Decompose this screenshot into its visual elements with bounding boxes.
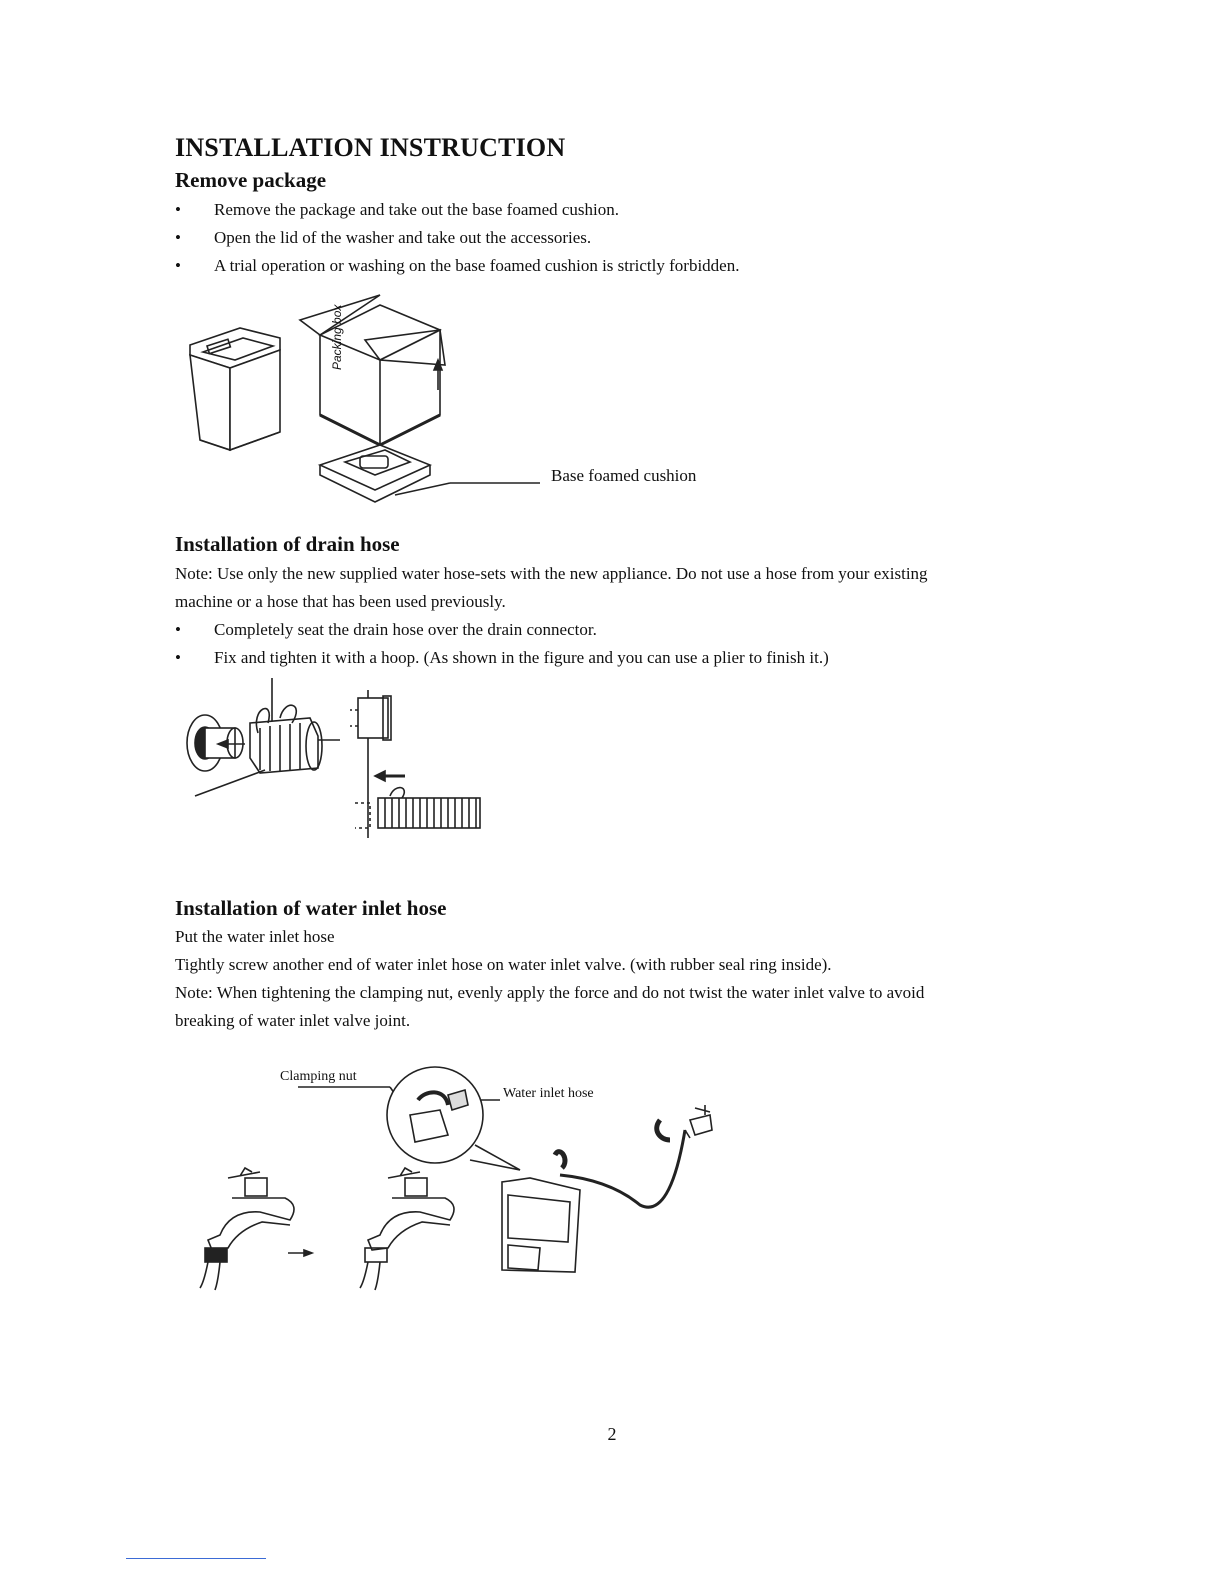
page-number: 2 xyxy=(607,1424,617,1444)
water-inlet-hose-label: Water inlet hose xyxy=(503,1086,594,1101)
inlet-text-line-4: breaking of water inlet valve joint. xyxy=(175,1011,411,1030)
drain-note-line-1: Note: Use only the new supplied water hose-sets with the new appliance. Do not use a hose from your existing xyxy=(175,564,928,583)
packing-box-illustration xyxy=(300,295,445,445)
section-heading-inlet-hose: Installation of water inlet hose xyxy=(175,896,447,920)
cushion-label: Base foamed cushion xyxy=(551,466,697,485)
wall-tap-illustration xyxy=(685,1105,712,1138)
drain-hose-figure xyxy=(180,678,490,843)
packing-box-label: Packing box xyxy=(330,304,344,370)
clamping-nut-label: Clamping nut xyxy=(280,1069,357,1084)
washer-top-illustration xyxy=(502,1178,580,1272)
tap-illustration-after xyxy=(360,1168,454,1290)
hose-clamp-illustration xyxy=(250,705,340,773)
inlet-text-line-1: Put the water inlet hose xyxy=(175,927,335,946)
drain-note-line-2: machine or a hose that has been used previously. xyxy=(175,592,506,611)
section-heading-drain-hose: Installation of drain hose xyxy=(175,532,400,556)
bullet-text: Fix and tighten it with a hoop. (As shown in the figure and you can use a plier to finish it.) xyxy=(214,648,829,667)
footer-rule xyxy=(126,1558,266,1559)
zoom-detail-illustration xyxy=(387,1067,520,1170)
drain-side-view-illustration xyxy=(350,690,480,838)
inlet-text-line-2: Tightly screw another end of water inlet hose on water inlet valve. (with rubber seal ring inside). xyxy=(175,955,832,974)
tap-illustration-before xyxy=(200,1168,294,1290)
bullet-symbol: • xyxy=(175,200,181,219)
remove-package-figure xyxy=(185,290,565,520)
washer-illustration xyxy=(190,328,280,450)
bullet-text: Open the lid of the washer and take out the accessories. xyxy=(214,228,592,247)
page-title: INSTALLATION INSTRUCTION xyxy=(175,133,566,162)
section-heading-remove-package: Remove package xyxy=(175,168,327,192)
bullet-text: Remove the package and take out the base foamed cushion. xyxy=(214,200,620,219)
bullet-text: Completely seat the drain hose over the drain connector. xyxy=(214,620,597,639)
bullet-symbol: • xyxy=(175,228,181,247)
bullet-symbol: • xyxy=(175,620,181,639)
bullet-symbol: • xyxy=(175,648,181,667)
bullet-text: A trial operation or washing on the base foamed cushion is strictly forbidden. xyxy=(214,256,740,275)
inlet-text-line-3: Note: When tightening the clamping nut, evenly apply the force and do not twist the water inlet valve to avoid xyxy=(175,983,925,1002)
base-cushion-illustration xyxy=(320,445,430,502)
bullet-symbol: • xyxy=(175,256,181,275)
inlet-hose-figure xyxy=(190,1060,730,1295)
